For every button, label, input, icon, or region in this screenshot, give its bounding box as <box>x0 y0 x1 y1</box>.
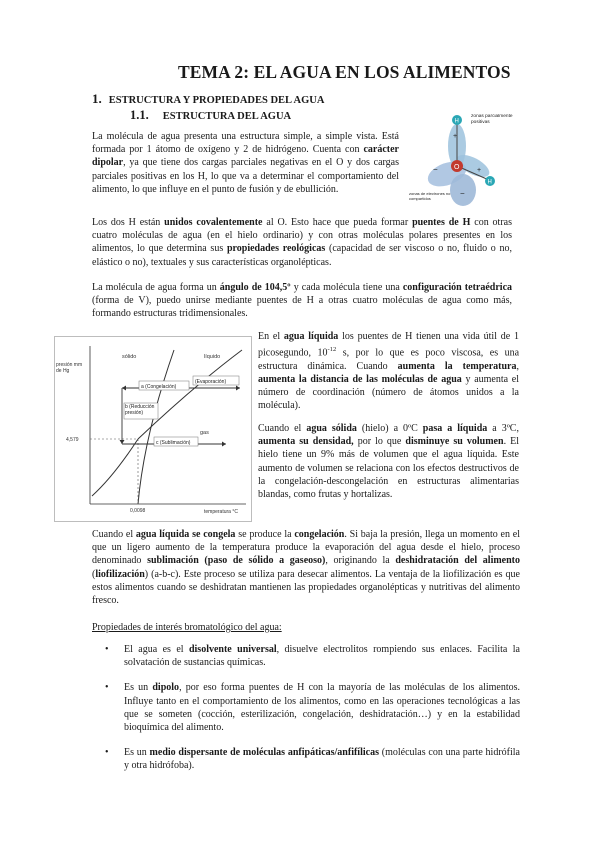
process-label: a (Congelación) <box>141 384 177 390</box>
region-label-solid: sólido <box>122 354 137 360</box>
paragraph: En el agua líquida los puentes de H tienen una vida útil de 1 picosegundo, $10^{-12}$ s, por lo que es poco viscosa, es una estructura dinámica. Cuando aumenta la temperatura, aumenta la distancia de las moléculas de agua y aumenta el número de coordinación (número de átomos unidos a la molécula). <box>258 331 520 412</box>
process-label: b (Reducción presión) <box>125 404 155 416</box>
phase-diagram <box>54 336 252 522</box>
paragraph: Los dos H están unidos covalentemente al O. Esto hace que pueda formar puentes de H con otras cuatro moléculas de agua (en el hielo ordinario) y con otras moléculas polares presentes en los alimentos, lo que determina sus propiedades reológicas (capacidad de ser viscoso o no, fluido o no, elástico o no), textuales y sus características organolépticas. <box>92 217 513 268</box>
list-item: • Es un medio dispersante de moléculas anfipáticas/anfifílicas (moléculas con una parte hidrófila y otra hidrófoba). <box>105 747 520 772</box>
x-tick-label: 0,0098 <box>130 508 146 514</box>
water-molecule-figure <box>405 108 515 208</box>
paragraph: Cuando el agua sólida (hielo) a 0ºC pasa a líquida a 3ºC, aumenta su densidad, por lo que disminuye su volumen. El hielo tiene un 9% más de volumen que el agua líquida. Este aumento de volumen se relaciona con los efectos destructivos de la congelación-descongelación en estructuras alimentarias blandas, como frutas y hortalizas. <box>258 423 520 501</box>
page-title: TEMA 2: EL AGUA EN LOS ALIMENTOS <box>178 62 511 82</box>
properties-list <box>105 643 521 773</box>
subsection-title: ESTRUCTURA DEL AGUA <box>162 111 292 122</box>
minus-sign: − <box>433 165 438 174</box>
section-title: ESTRUCTURA Y PROPIEDADES DEL AGUA <box>108 95 325 106</box>
y-axis-label: presión mm de Hg <box>56 362 83 374</box>
hydrogen-label: H <box>454 118 459 125</box>
list-item: • Es un dipolo, por eso forma puentes de H con la mayoría de las moléculas de los alimentos. Influye tanto en el comportamiento de los alimentos, como en las operaciones tecnológicas a las que se someten (cocción, esterilización, congelación, deshidratación…) y en la estabilidad bioquímica del alimento. <box>105 682 521 734</box>
minus-sign: − <box>460 189 465 198</box>
list-item: • El agua es el disolvente universal, disuelve electrolitos rompiendo sus enlaces. Facilita la solvatación de sustancias químicas. <box>105 644 520 669</box>
caption-lone-pairs: zonas de electrones no compartidos <box>409 192 451 201</box>
y-tick-label: 4,579 <box>66 437 79 443</box>
caption-positive: zonas parcialmente positivas <box>471 114 513 125</box>
region-label-liquid: líquido <box>204 354 221 360</box>
bullet-icon: • <box>105 747 109 759</box>
x-axis-label: temperatura °C <box>204 509 238 515</box>
section-number: 1. <box>92 91 102 106</box>
properties-heading: Propiedades de interés bromatológico del agua: <box>92 622 282 633</box>
plus-sign: + <box>453 133 458 140</box>
paragraph: La molécula de agua forma un ángulo de 104,5º y cada molécula tiene una configuración tetraédrica (forma de V), puedo unirse mediante puentes de H a otras cuatro moléculas de agua como más, formando estructuras tridimensionales. <box>92 282 513 320</box>
hydrogen-label: H <box>487 179 492 186</box>
bullet-icon: • <box>105 644 109 655</box>
plus-sign: + <box>477 167 482 174</box>
bullet-icon: • <box>105 682 109 694</box>
subsection-heading <box>130 108 291 123</box>
process-label: (Evaporación) <box>195 379 227 385</box>
process-label: c (Sublimación) <box>156 440 191 446</box>
oxygen-label: O <box>454 164 460 171</box>
section-heading <box>92 91 324 107</box>
subsection-number: 1.1. <box>130 108 149 122</box>
paragraph: Cuando el agua líquida se congela se produce la congelación. Si baja la presión, llega un momento en el que un ligero aumento de la temperatura produce la evaporación del agua desde el hielo, proceso denominado sublimación (paso de sólido a gaseoso), originando la deshidratación del alimento (liofilización) (a-b-c). Este proceso se utiliza para desecar alimentos. La ventaja de la liofilización es que estos alimentos cuando se deshidratan mantienen las propiedades organolépticas y nutritivas del alimento fresco. <box>92 529 521 607</box>
region-label-gas: gas <box>200 430 209 436</box>
paragraph: La molécula de agua presenta una estructura simple, a simple vista. Está formada por 1 átomo de oxígeno y 2 de hidrógeno. Cuenta con carácter dipolar, ya que tiene dos cargas parciales negativas en el O y dos cargas parciales positivas en los H, lo que va a determinar el comportamiento del alimento, lo que influye en el punto de fusión y de ebullición. <box>92 131 399 195</box>
